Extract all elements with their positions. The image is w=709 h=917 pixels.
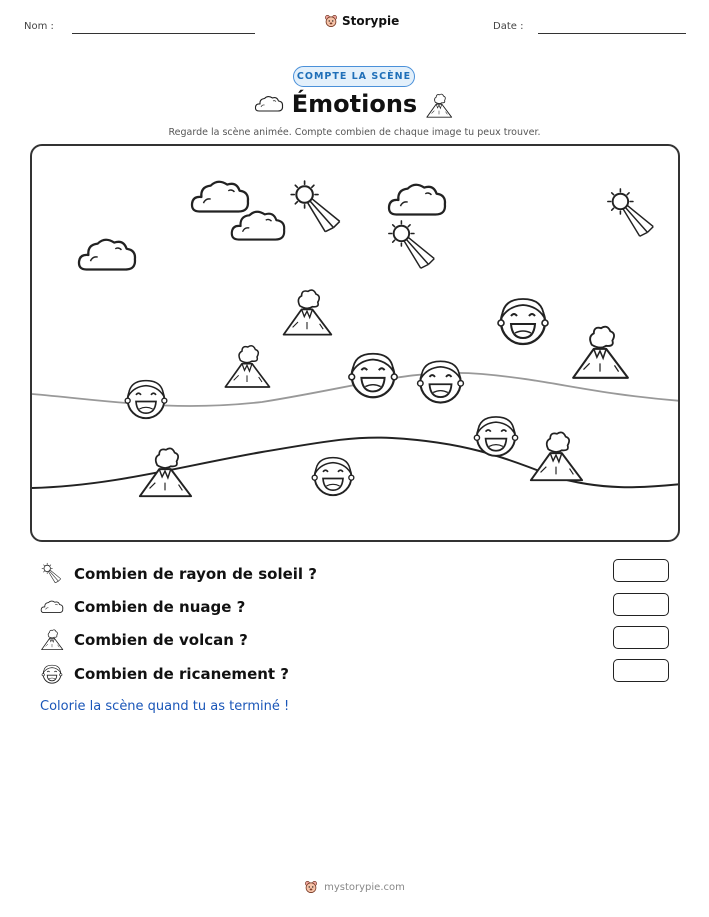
sun-ray-icon: [608, 189, 653, 236]
footer-url[interactable]: mystorypie.com: [324, 881, 405, 893]
color-instruction: Colorie la scène quand tu as terminé !: [40, 699, 290, 714]
volcano-icon: [225, 346, 269, 387]
question-row-cloud: [40, 595, 245, 619]
bear-logo-icon: [324, 14, 338, 28]
answer-box-cloud[interactable]: [613, 593, 669, 616]
question-row-laughing-face: [40, 662, 289, 686]
laughing-face-icon: [125, 381, 167, 419]
date-label: Date :: [493, 21, 524, 32]
answer-box-sun-ray[interactable]: [613, 559, 669, 582]
cloud-icon: [232, 212, 284, 240]
laughing-face-icon: [498, 299, 548, 344]
laughing-face-icon: [349, 354, 397, 398]
page-title: Émotions: [291, 90, 418, 118]
sun-ray-icon: [389, 221, 434, 268]
question-row-volcano: [40, 628, 248, 652]
question-text: Combien de nuage ?: [74, 598, 246, 616]
cloud-icon: [40, 595, 64, 619]
laughing-face-icon: [312, 458, 354, 496]
volcano-icon: [284, 290, 332, 335]
brand-logo: [324, 14, 399, 28]
laughing-face-icon: [418, 361, 464, 402]
question-text: Combien de ricanement ?: [74, 665, 290, 683]
footer: [0, 880, 709, 894]
instructions: Regarde la scène animée. Compte combien de chaque image tu peux trouver.: [168, 127, 541, 138]
cloud-icon: [192, 182, 248, 212]
laughing-face-icon: [474, 417, 517, 456]
scene-panel[interactable]: [30, 144, 680, 542]
name-input-line[interactable]: [72, 33, 255, 34]
question-row-sun-ray: [40, 562, 317, 586]
cloud-icon: [389, 185, 445, 215]
volcano-icon: [40, 628, 64, 652]
laughing-face-icon: [40, 662, 64, 686]
volcano-icon: [573, 327, 628, 378]
answer-box-volcano[interactable]: [613, 626, 669, 649]
scene-drawing: [32, 146, 680, 542]
answer-box-laughing-face[interactable]: [613, 659, 669, 682]
sun-ray-icon: [291, 181, 340, 232]
question-text: Combien de volcan ?: [74, 631, 248, 649]
volcano-icon: [531, 432, 582, 480]
sun-ray-icon: [40, 562, 64, 586]
question-text: Combien de rayon de soleil ?: [74, 565, 317, 583]
volcano-icon: [140, 448, 191, 496]
name-label: Nom :: [24, 21, 54, 32]
brand-name: Storypie: [342, 14, 400, 28]
bear-logo-icon: [304, 880, 318, 894]
title-volcano-icon: [425, 92, 453, 120]
date-input-line[interactable]: [538, 33, 686, 34]
cloud-icon: [79, 240, 135, 270]
category-badge: COMPTE LA SCÈNE: [293, 66, 415, 87]
